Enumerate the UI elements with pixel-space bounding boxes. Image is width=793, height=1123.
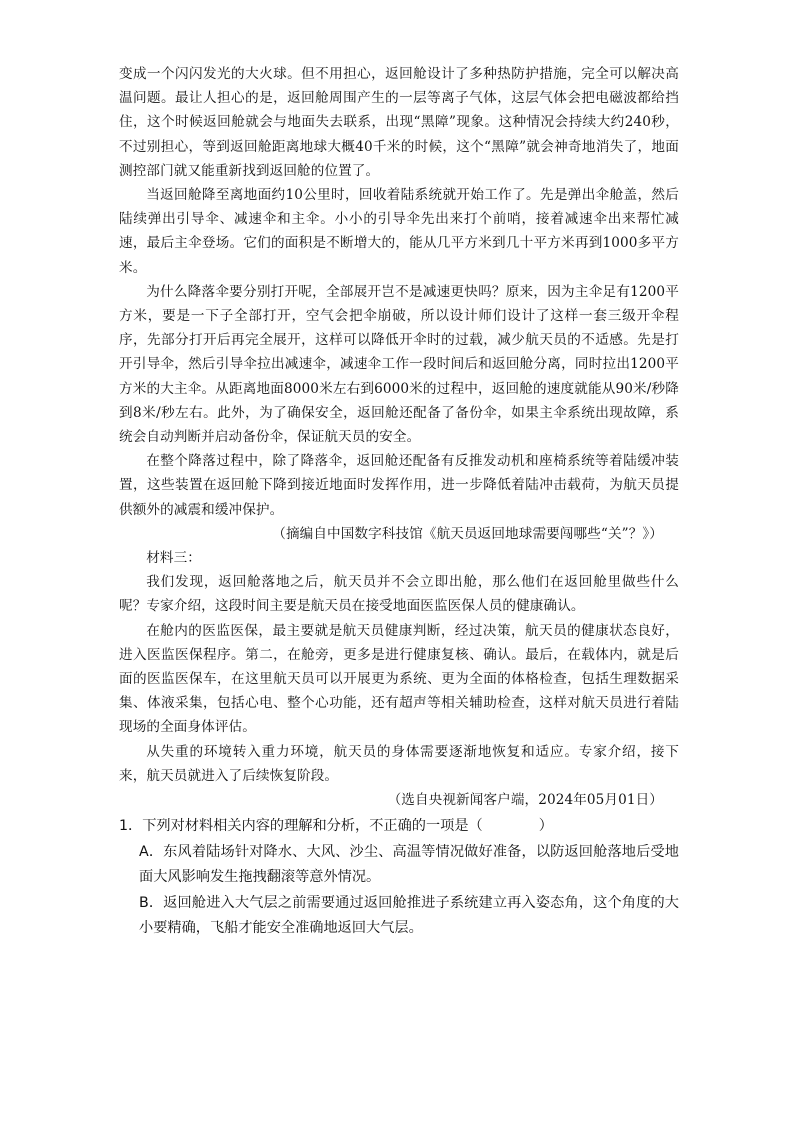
source-citation-1: （摘编自中国数字科技馆《航天员返回地球需要闯哪些“关”？》）	[272, 525, 663, 542]
document-page	[119, 62, 679, 942]
article-body	[119, 62, 679, 812]
paragraph-3: 为什么降落伞要分别打开呢，全部展开岂不是减速更快吗？原来，因为主伞足有1200平方米，要是一下子全部打开，空气会把伞崩破，所以设计师们设计了这样一套三级开伞程序，先部分打开后再完全展开，这样可以降低开伞时的过载，减少航天员的不适感。先是打开引导伞，然后引导伞拉出减速伞，减速伞工作一段时间后和返回舱分离，同时拉出1200平方米的大主伞。从距离地面8000米左右到6000米的过程中，返回舱的速度就能从90米/秒降到8米/秒左右。此外，为了确保安全，返回舱还配备了备份伞，如果主伞系统出现故障，系统会自动判断并启动备份伞，保证航天员的安全。	[119, 283, 679, 446]
paragraph-1: 变成一个闪闪发光的大火球。但不用担心，返回舱设计了多种热防护措施，完全可以解决高温问题。最让人担心的是，返回舱周围产生的一层等离子气体，这层气体会把电磁波都给挡住，这个时候返回舱就会与地面失去联系，出现“黑障”现象。这种情况会持续大约240秒，不过别担心，等到返回舱距离地球大概40千米的时候，这个“黑障”就会神奇地消失了，地面测控部门就又能重新找到返回舱的位置了。	[119, 66, 679, 179]
material-3-paragraph-1: 我们发现，返回舱落地之后，航天员并不会立即出舱，那么他们在返回舱里做些什么呢？专家介绍，这段时间主要是航天员在接受地面医监医保人员的健康确认。	[119, 574, 679, 615]
question-section	[119, 814, 679, 942]
option-b: B．返回舱进入大气层之前需要通过返回舱推进子系统建立再入姿态角，这个角度的大小要精确，飞船才能安全准确地返回大气层。	[139, 894, 679, 937]
paragraph-2: 当返回舱降至离地面约10公里时，回收着陆系统就开始工作了。先是弹出伞舱盖，然后陆续弹出引导伞、减速伞和主伞。小小的引导伞先出来打个前哨，接着减速伞出来帮忙减速，最后主伞登场。它们的面积是不断增大的，能从几平方米到几十平方米再到1000多平方米。	[119, 187, 679, 276]
question-1-stem-close: ）	[538, 818, 553, 835]
material-3-label: 材料三：	[146, 550, 201, 567]
option-a: A．东风着陆场针对降水、大风、沙尘、高温等情况做好准备，以防返回舱落地后受地面大风影响发生拖拽翻滚等意外情况。	[139, 843, 679, 886]
material-3-paragraph-3: 从失重的环境转入重力环境，航天员的身体需要逐渐地恢复和适应。专家介绍，接下来，航天员就进入了后续恢复阶段。	[119, 743, 679, 784]
material-3-paragraph-2: 在舱内的医监医保，最主要就是航天员健康判断，经过决策，航天员的健康状态良好，进入医监医保程序。第二，在舱旁，更多是进行健康复核、确认。最后，在载体内，就是后面的医监医保车，在这里航天员可以开展更为系统、更为全面的体格检查，包括生理数据采集、体液采集，包括心电、整个心功能，还有超声等相关辅助检查，这样对航天员进行着陆现场的全面身体评估。	[119, 622, 679, 736]
paragraph-4: 在整个降落过程中，除了降落伞，返回舱还配备有反推发动机和座椅系统等着陆缓冲装置，这些装置在返回舱下降到接近地面时发挥作用，进一步降低着陆冲击载荷，为航天员提供额外的减震和缓冲保护。	[119, 453, 679, 518]
question-1-stem-text: 1．下列对材料相关内容的理解和分析，不正确的一项是（	[119, 818, 483, 835]
source-citation-2: （选自央视新闻客户端，2024年05月01日）	[387, 792, 663, 809]
question-1-stem	[119, 814, 679, 840]
